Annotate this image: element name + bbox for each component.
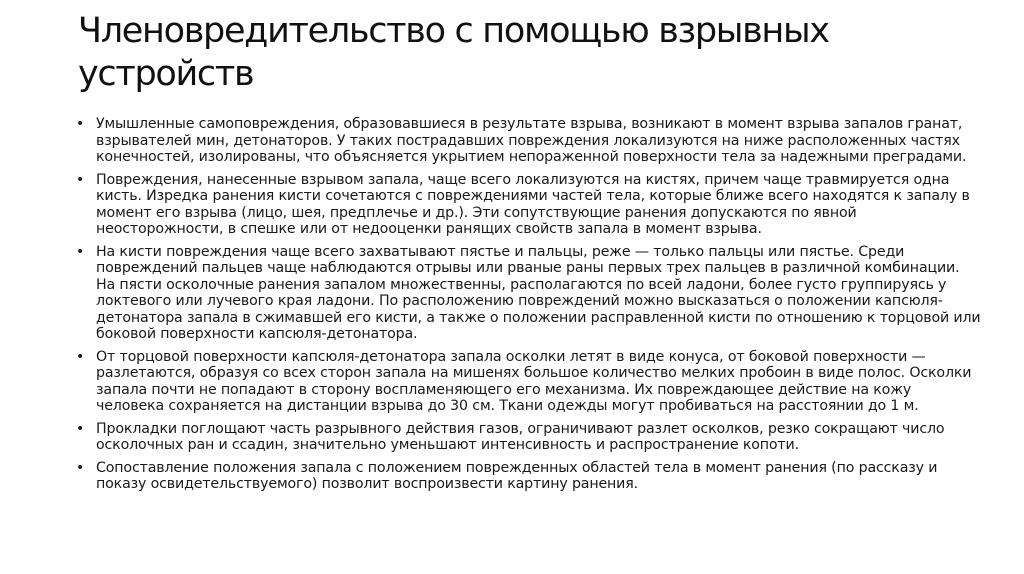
bullet-item [76,349,981,415]
bullet-text: На кисти повреждения чаще всего захватывают пястье и пальцы, реже — только пальцы или пястье. Среди повреждений пальцев чаще наблюдаются отрывы или рваные раны первых трех пальцев в различной комбинации. На пясти осколочные ранения запалом множественны, располагаются по всей ладони, более густо группируясь у локтевого или лучевого края ладони. По расположению повреждений можно высказаться о положении капсюля-детонатора запала в сжимавшей его кисти, а также о положении расправленной кисти по отношению к торцовой или боковой поверхности капсюля-детонатора. [96,243,981,342]
bullet-dot-icon: • [76,243,85,260]
bullet-dot-icon: • [76,459,85,476]
bullet-dot-icon: • [76,116,85,132]
bullet-item [76,172,981,238]
bullet-list [76,116,981,499]
bullet-dot-icon: • [76,420,85,437]
slide-title: Членовредительство с помощью взрывных устройств [78,11,829,94]
bullet-text: Умышленные самоповреждения, образовавшиеся в результате взрыва, возникают в момент взрыва запалов гранат, взрывателей мин, детонаторов. У таких пострадавших повреждения локализуются на ниже расположенных частях конечностей, изолированы, что объясняется укрытием непораженной поверхности тела за надежными преградами. [96,116,967,165]
bullet-item [76,116,981,166]
bullet-dot-icon: • [76,348,85,365]
bullet-item [76,460,981,493]
bullet-text: Повреждения, нанесенные взрывом запала, чаще всего локализуются на кистях, причем чаще травмируется одна кисть. Изредка ранения кисти сочетаются с повреждениями частей тела, которые ближе всего находятся к запалу в момент его взрыва (лицо, шея, предплечье и др.). Эти сопутствующие ранения допускаются по явной неосторожности, в спешке или от недооценки ранящих свойств запала в момент взрыва. [96,171,970,237]
bullet-item [76,421,981,454]
bullet-text: Сопоставление положения запала с положением поврежденных областей тела в момент ранения (по рассказу и показу освидетельствуемого) позволит воспроизвести картину ранения. [96,459,938,492]
bullet-text: От торцовой поверхности капсюля-детонатора запала осколки летят в виде конуса, от боковой поверхности — разлетаются, образуя со всех сторон запала на мишенях большое количество мелких пробоин в виде полос. Осколки запала почти не попадают в сторону воспламеняющего его механизма. Их повреждающее действие на кожу человека сохраняется на дистанции взрыва до 30 см. Ткани одежды могут пробиваться на расстоянии до 1 м. [96,348,972,414]
bullet-item [76,244,981,343]
bullet-text: Прокладки поглощают часть разрывного действия газов, ограничивают разлет осколков, резко сокращают число осколочных ран и ссадин, значительно уменьшают интенсивность и распространение копоти. [96,420,945,453]
bullet-dot-icon: • [76,171,85,188]
